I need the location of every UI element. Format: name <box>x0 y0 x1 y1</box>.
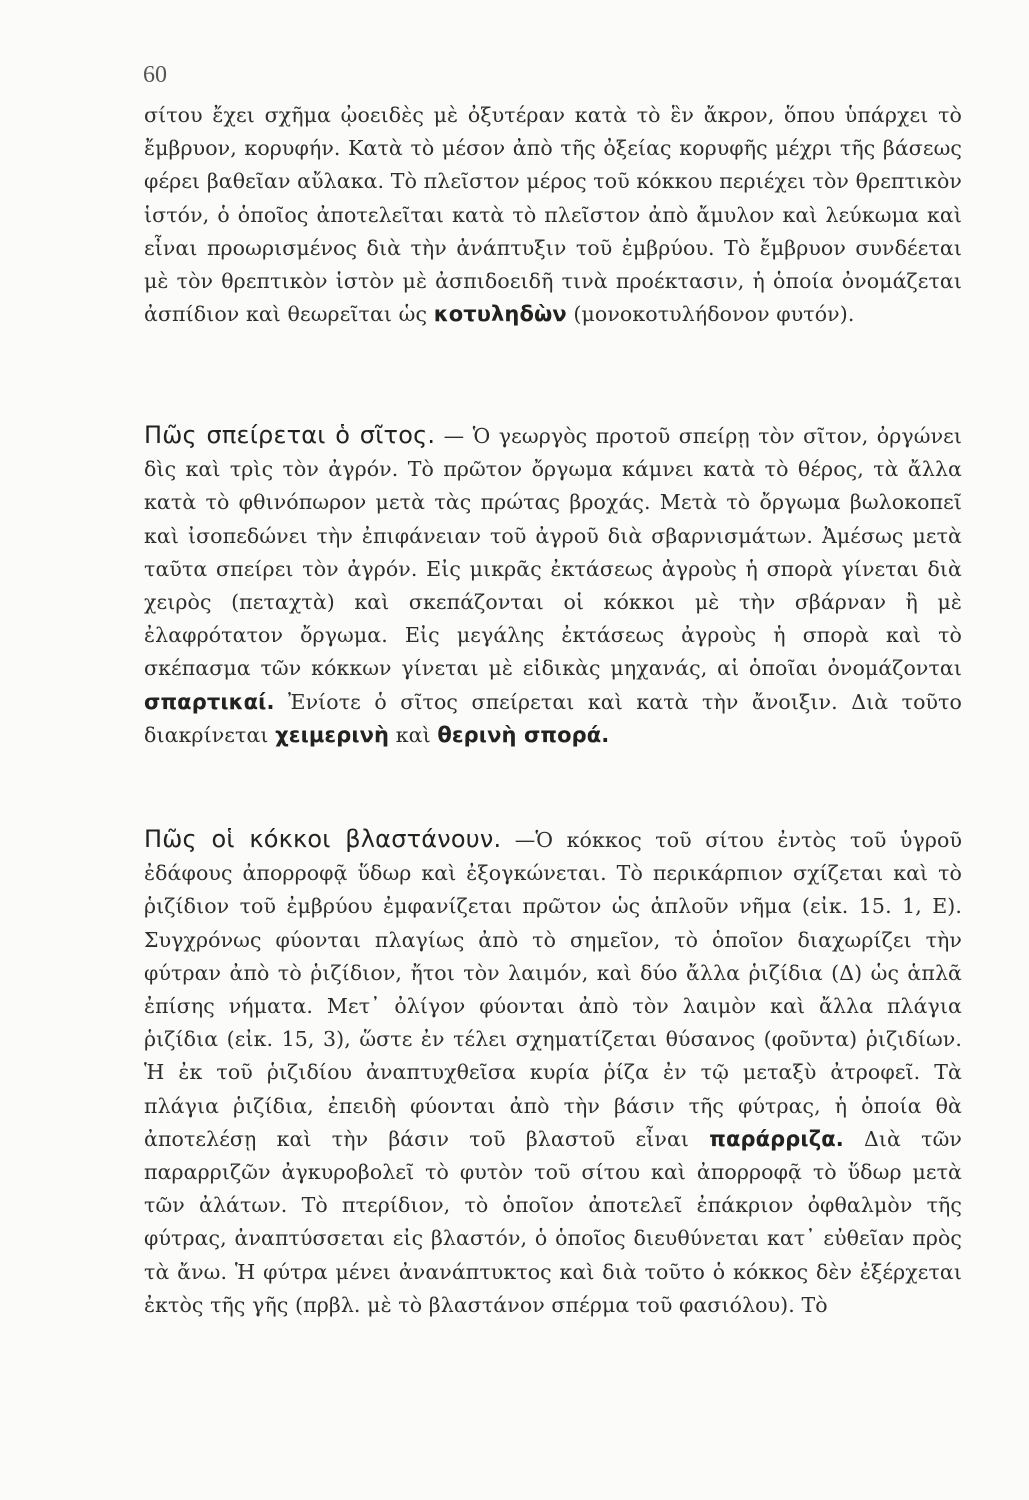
paragraph-text: (μονοκοτυλήδονον φυτόν). <box>573 302 855 327</box>
paragraph-text: —Ὁ κόκκος τοῦ σίτου ἐντὸς τοῦ ὑγροῦ ἐδάφους ἀπορροφᾷ ὕδωρ καὶ ἐξογκώνεται. Τὸ περικάρπιον σχίζεται καὶ τὸ ῥιζίδιον τοῦ ἐμβρύου ἐμφανίζεται πρῶτον ὡς ἁπλοῦν νῆμα (εἰκ. 15. 1, Ε). Συγχρόνως φύονται πλαγίως ἀπὸ τὸ σημεῖον, τὸ ὁποῖον διαχωρίζει τὴν φύτραν ἀπὸ τὸ ῥιζίδιον, ἤτοι τὸν λαιμόν, καὶ δύο ἄλλα ῥιζίδια (Δ) ὡς ἁπλᾶ ἐπίσης νήματα. Μετ᾽ ὀλίγον φύονται ἀπὸ τὸν λαιμὸν καὶ ἄλλα πλάγια ῥιζίδια (εἰκ. 15, 3), ὥστε ἐν τέλει σχηματίζεται θύσανος (φοῦντα) ῥιζιδίων. Ἡ ἐκ τοῦ ῥιζιδίου ἀναπτυχθεῖσα κυρία ῥίζα ἐν τῷ μεταξὺ ἀτροφεῖ. Τὰ πλάγια ῥιζίδια, ἐπειδὴ φύονται ἀπὸ τὴν βάσιν τῆς φύτρας, ἡ ὁποία θὰ ἀποτελέσῃ καὶ τὴν βάσιν τοῦ βλαστοῦ εἶναι <box>144 828 963 1151</box>
section-heading-germination: Πῶς οἱ κόκκοι βλαστάνουν. <box>144 825 502 853</box>
term-cotyledon: κοτυληδὼν <box>433 302 567 327</box>
term-adventitious-roots: παράρριζα. <box>709 1126 844 1151</box>
paragraph-text: Διὰ τῶν παραρριζῶν ἀγκυροβολεῖ τὸ φυτὸν τοῦ σίτου καὶ ἀπορροφᾷ τὸ ὕδωρ μετὰ τῶν ἀλάτων. Τὸ πτερίδιον, τὸ ὁποῖον ἀποτελεῖ ἐπάκριον ὀφθαλμὸν τῆς φύτρας, ἀναπτύσσεται εἰς βλαστόν, ὁ ὁποῖος διευθύνεται κατ᾽ εὐθεῖαν πρὸς τὰ ἄνω. Ἡ φύτρα μένει ἀνανάπτυκτος καὶ διὰ τοῦτο ὁ κόκκος δὲν ἐξέρχεται ἐκτὸς τῆς γῆς (πρβλ. μὲ τὸ βλαστάνον σπέρμα τοῦ φασιόλου). Τὸ <box>144 1126 962 1317</box>
paragraph-text: σίτου ἔχει σχῆμα ᾠοειδὲς μὲ ὀξυτέραν κατὰ τὸ ἓν ἄκρον, ὅπου ὑπάρχει τὸ ἔμβρυον, κορυφήν. Κατὰ τὸ μέσον ἀπὸ τῆς ὀξείας κορυφῆς μέχρι τῆς βάσεως φέρει βαθεῖαν αὔλακα. Τὸ πλεῖστον μέρος τοῦ κόκκου περιέχει τὸν θρεπτικὸν ἱστόν, ὁ ὁποῖος ἀποτελεῖται κατὰ τὸ πλεῖστον ἀπὸ ἄμυλον καὶ λεύκωμα καὶ εἶναι προωρισμένος διὰ τὴν ἀνάπτυξιν τοῦ ἐμβρύου. Τὸ ἔμβρυον συνδέεται μὲ τὸν θρεπτικὸν ἱστὸν μὲ ἀσπιδοειδῆ τινὰ προέκτασιν, ἡ ὁποία ὀνομάζεται ἀσπίδιον καὶ θεωρεῖται ὡς <box>144 103 962 327</box>
paragraph-text: Ἐνίοτε ὁ σῖτος σπείρεται καὶ κατὰ τὴν ἄνοιξιν. Διὰ τοῦτο διακρίνεται <box>144 689 962 747</box>
paragraph-text: — Ὁ γεωργὸς προτοῦ σπείρῃ τὸν σῖτον, ὀργώνει δὶς καὶ τρὶς τὸν ἀγρόν. Τὸ πρῶτον ὄργωμα κάμνει κατὰ τὸ θέρος, τὰ ἄλλα κατὰ τὸ φθινόπωρον μετὰ τὰς πρώτας βροχάς. Μετὰ τὸ ὄργωμα βωλοκοπεῖ καὶ ἰσοπεδώνει τὴν ἐπιφάνειαν τοῦ ἀγροῦ διὰ σβαρνισμάτων. Ἀμέσως μετὰ ταῦτα σπείρει τὸν ἀγρόν. Εἰς μικρᾶς ἐκτάσεως ἀγροὺς ἡ σπορὰ γίνεται διὰ χειρὸς (πεταχτὰ) καὶ σκεπάζονται οἱ κόκκοι μὲ τὴν σβάρναν ἢ μὲ ἐλαφρότατον ὄργωμα. Εἰς μεγάλης ἐκτάσεως ἀγροὺς ἡ σπορὰ καὶ τὸ σκέπασμα τῶν κόκκων γίνεται μὲ εἰδικὰς μηχανάς, αἱ ὁποῖαι ὀνομάζονται <box>144 424 962 681</box>
paragraph-grain-structure <box>144 99 962 331</box>
page-number: 60 <box>143 62 167 88</box>
paragraph-sowing <box>144 419 962 752</box>
paragraph-text: καὶ <box>395 722 431 747</box>
paragraph-germination <box>144 823 962 1322</box>
term-winter: χειμερινὴ <box>275 722 390 747</box>
section-heading-sowing: Πῶς σπείρεται ὁ σῖτος. <box>144 421 436 449</box>
term-summer-sowing: θερινὴ σπορά. <box>437 722 610 747</box>
term-sowing-machines: σπαρτικαί. <box>144 689 275 714</box>
